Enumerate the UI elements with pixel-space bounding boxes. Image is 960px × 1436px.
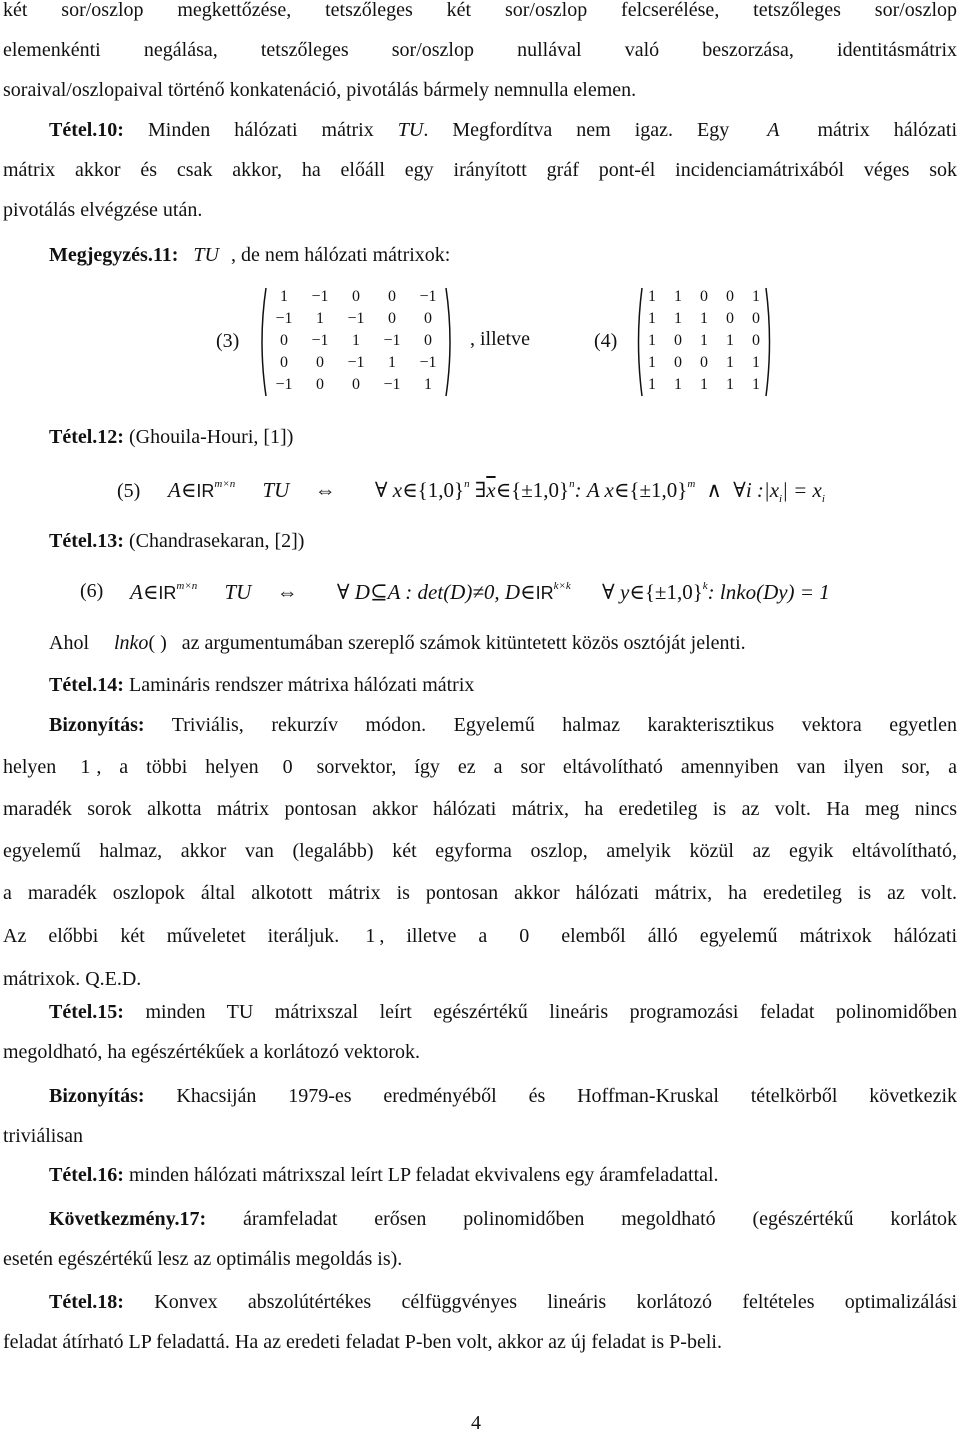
theorem-label: Tétel.10:: [49, 119, 124, 141]
math-symbol: 0: [282, 756, 293, 778]
matrix-cell: 1: [700, 332, 708, 349]
text: (Chandrasekaran, [2]): [123, 530, 305, 552]
matrix-cell: −1: [419, 354, 437, 371]
matrix-cell: 1: [674, 310, 682, 327]
text-line: soraival/oszlopaival történő konkatenáció, pivotálás bármely nemnulla elemen.: [3, 79, 637, 101]
theorem-label: Tétel.13:: [49, 530, 124, 552]
math-symbol: ∈: [520, 580, 536, 604]
matrix-cell: 0: [726, 310, 734, 327]
matrix-cell: −1: [275, 376, 293, 393]
matrix-cell: 1: [648, 354, 656, 371]
matrix-cell: 0: [752, 332, 760, 349]
math-symbol: A : det: [387, 580, 444, 604]
matrix-cell: 1: [316, 310, 324, 327]
text: minden hálózati mátrixszal leírt LP feladat ekvivalens egy áramfeladattal.: [123, 1164, 719, 1186]
text-line: maradék sorok alkotta mátrix pontosan akkor hálózati mátrix, ha eredetileg is az volt. Ha meg nincs: [3, 798, 957, 820]
matrix-cell: 1: [752, 376, 760, 393]
math-symbol: x: [392, 478, 403, 502]
illetve-text: , illetve: [470, 328, 530, 350]
math-symbol: ∈: [180, 478, 197, 502]
matrix-cell: 1: [648, 376, 656, 393]
math-symbol: (D)≠0,: [443, 580, 500, 604]
math-symbol: :: [574, 478, 582, 502]
matrix-cell: 0: [674, 354, 682, 371]
math-symbol: i :: [745, 478, 764, 502]
page-number: 4: [471, 1412, 481, 1434]
math-symbol: D: [354, 580, 370, 604]
matrix-cell: 0: [674, 332, 682, 349]
math-a: A: [767, 119, 780, 141]
and-icon: ∧: [706, 478, 722, 502]
matrix-cell: 0: [280, 354, 288, 371]
math-set: {±1,0}: [511, 478, 570, 502]
math-symbol: A: [130, 580, 143, 604]
proof-15: [3, 1076, 957, 1156]
text: az argumentumában szereplő számok kitüntetett közös osztóját jelenti.: [181, 632, 746, 654]
text: (Ghouila-Houri, [1]): [123, 426, 294, 448]
equation-number: (6): [80, 580, 104, 602]
subset-icon: ⊆: [369, 580, 388, 604]
remark-11: [49, 240, 450, 270]
matrix-cell: 1: [388, 354, 396, 371]
intro-paragraph: [3, 0, 957, 110]
corollary-label: Következmény.17:: [49, 1208, 207, 1230]
math-symbol: TU: [262, 478, 290, 502]
math-symbol: ∈: [629, 580, 645, 604]
text: . Megfordítva nem igaz. Egy: [423, 119, 754, 141]
text-line: pivotálás elvégzése után.: [3, 199, 203, 221]
text: Konvex abszolútértékes célfüggvényes lineáris korlátozó feltételes optimalizálási: [123, 1291, 957, 1313]
text-line: mátrixok. Q.E.D.: [3, 968, 142, 990]
exists-icon: ∃: [474, 478, 487, 502]
math-symbol: |x: [763, 478, 780, 502]
matrix-cell: 1: [424, 376, 432, 393]
math-symbol: (Dy) = 1: [756, 580, 830, 604]
remark-label: Megjegyzés.11:: [49, 244, 179, 266]
math-superscript: m: [687, 478, 696, 490]
math-subscript: i: [779, 493, 783, 505]
text: sorvektor, így ez a sor eltávolítható amennyiben van ilyen sor, a: [298, 756, 957, 778]
matrix-cell: 0: [700, 354, 708, 371]
matrix-3: [256, 284, 456, 400]
matrix-cell: 1: [726, 376, 734, 393]
text: minden TU mátrixszal leírt egészértékű lineáris programozási feladat polinomidőben: [123, 1001, 957, 1023]
text-line: egyelemű halmaz, akkor van (legalább) két egyforma oszlop, amelyik közül az egyik eltávolítható,: [3, 840, 957, 862]
math-symbol: A x: [586, 478, 614, 502]
matrix-cell: 1: [674, 288, 682, 305]
matrix-cell: 1: [648, 310, 656, 327]
matrix-cell: 0: [388, 288, 396, 305]
iff-icon: ⇔: [276, 580, 298, 604]
math-symbol: ∈: [402, 478, 418, 502]
matrix-cell: −1: [383, 332, 401, 349]
math-symbol: A: [168, 478, 181, 502]
matrix-cell: −1: [311, 332, 329, 349]
matrix-cell: 1: [726, 332, 734, 349]
matrix-cell: −1: [419, 288, 437, 305]
forall-icon: ∀: [602, 580, 615, 604]
matrix-cell: 1: [280, 288, 288, 305]
matrix-cell: 0: [424, 310, 432, 327]
text: áramfeladat erősen polinomidőben megoldható (egészértékű korlátok: [206, 1208, 957, 1230]
text: Minden hálózati mátrix: [123, 119, 398, 141]
math-symbol: TU: [224, 580, 252, 604]
math-symbol: y: [619, 580, 630, 604]
matrix-cell: 0: [316, 376, 324, 393]
text: Khacsiján 1979-es eredményéből és Hoffman-Kruskal tételkörből következik: [144, 1085, 957, 1107]
proof-label: Bizonyítás:: [49, 714, 145, 736]
theorem-label: Tétel.12:: [49, 426, 124, 448]
forall-icon: ∀: [374, 478, 388, 502]
forall-icon: ∀: [733, 478, 746, 502]
equation-number: (3): [216, 330, 240, 352]
theorem-14: [49, 674, 474, 697]
text: , illetve a: [379, 925, 510, 947]
math-symbol: $\overline{x}$: [486, 478, 496, 502]
matrix-cell: −1: [347, 354, 365, 371]
math-symbol: 0: [519, 925, 530, 947]
math-symbol: 1: [365, 925, 376, 947]
theorem-18: [3, 1282, 957, 1362]
math-superscript: n: [569, 478, 575, 490]
text: mátrix hálózati: [793, 119, 957, 141]
math-superscript: m×n: [176, 580, 198, 592]
theorem-15: [3, 992, 957, 1072]
text-line: két sor/oszlop megkettőzése, tetszőleges két sor/oszlop felcserélése, tetszőleges sor/oszlop: [3, 0, 957, 21]
matrix-cell: 0: [388, 310, 396, 327]
math-symbol: IR: [158, 583, 177, 603]
matrix-cell: 1: [726, 354, 734, 371]
math-symbol: ∈: [142, 580, 159, 604]
math-symbol: : lnko: [707, 580, 757, 604]
theorem-label: Tétel.16:: [49, 1164, 124, 1186]
math-superscript: n: [464, 478, 470, 490]
math-tu: TU: [193, 244, 219, 266]
theorem-label: Tétel.15:: [49, 1001, 124, 1023]
math-symbol: IR: [535, 583, 554, 603]
math-symbol: IR: [196, 481, 215, 501]
equation-6: [130, 580, 830, 605]
forall-icon: ∀: [336, 580, 350, 604]
theorem-16: [49, 1164, 719, 1187]
theorem-label: Tétel.18:: [49, 1291, 124, 1313]
theorem-13: [49, 530, 304, 553]
math-symbol: lnko: [114, 632, 149, 654]
matrix-cell: 0: [280, 332, 288, 349]
matrix-cell: 1: [752, 288, 760, 305]
proof-label: Bizonyítás:: [49, 1085, 145, 1107]
text-line: triviálisan: [3, 1125, 83, 1147]
theorem-12: [49, 426, 293, 449]
text: elemből álló egyelemű mátrixok hálózati: [539, 925, 958, 947]
matrix-cell: 0: [726, 288, 734, 305]
math-subscript: i: [821, 493, 825, 505]
math-symbol: ∈: [613, 478, 630, 502]
theorem-10: [3, 110, 957, 230]
matrix-cell: 1: [648, 332, 656, 349]
text: , de nem hálózati mátrixok:: [230, 244, 451, 266]
matrix-cell: −1: [275, 310, 293, 327]
math-symbol: | = x: [782, 478, 822, 502]
math-superscript: k×k: [553, 580, 571, 592]
math-set: {1,0}: [417, 478, 465, 502]
math-symbol: ∈: [495, 478, 512, 502]
math-set: {±1,0}: [644, 580, 703, 604]
matrix-cell: 0: [352, 288, 360, 305]
matrix-cell: 1: [674, 376, 682, 393]
theorem-label: Tétel.14:: [49, 674, 124, 696]
text-line: a maradék oszlopok által alkotott mátrix is pontosan akkor hálózati mátrix, ha eredetileg is az volt.: [3, 882, 957, 904]
equation-number: (5): [117, 480, 141, 502]
math-superscript: k: [702, 580, 708, 592]
text: Az előbbi két műveletet iteráljuk.: [3, 925, 362, 947]
matrix-cell: −1: [347, 310, 365, 327]
text: Lamináris rendszer mátrixa hálózati mátrix: [123, 674, 475, 696]
ahol-line: [49, 632, 746, 655]
text-line: feladat átírható LP feladattá. Ha az eredeti feladat P-ben volt, akkor az új feladat is P-beli.: [3, 1331, 722, 1353]
text: Triviális, rekurzív módon. Egyelemű halmaz karakterisztikus vektora egyetlen: [144, 714, 957, 736]
text-line: megoldható, ha egészértékűek a korlátozó vektorok.: [3, 1041, 421, 1063]
matrix-cell: 0: [316, 354, 324, 371]
matrix-cell: 1: [700, 376, 708, 393]
text: Ahol: [49, 632, 89, 654]
math-tu: TU: [397, 119, 424, 141]
corollary-17: [3, 1199, 957, 1279]
equation-5: [168, 478, 825, 505]
math-symbol: ( ): [148, 632, 167, 654]
matrix-cell: −1: [383, 376, 401, 393]
equation-number: (4): [594, 330, 618, 352]
matrix-cell: 1: [700, 310, 708, 327]
matrix-cell: −1: [311, 288, 329, 305]
math-symbol: 1: [80, 756, 91, 778]
text-line: elemenkénti negálása, tetszőleges sor/oszlop nullával való beszorzása, identitásmátrix: [3, 39, 957, 61]
matrix-cell: 0: [700, 288, 708, 305]
math-superscript: m×n: [214, 478, 236, 490]
matrix-cell: 0: [424, 332, 432, 349]
math-symbol: D: [504, 580, 521, 604]
proof-14: [3, 705, 957, 999]
math-set: {±1,0}: [629, 478, 688, 502]
matrix-4: [634, 284, 774, 400]
text-line: mátrix akkor és csak akkor, ha előáll egy irányított gráf pont-él incidenciamátrixából véges sok: [3, 159, 957, 181]
matrix-cell: 1: [752, 354, 760, 371]
matrix-cell: 1: [648, 288, 656, 305]
text: helyen: [3, 756, 75, 778]
matrix-cell: 0: [752, 310, 760, 327]
matrix-cell: 0: [352, 376, 360, 393]
matrix-cell: 1: [352, 332, 360, 349]
text: , a többi helyen: [96, 756, 277, 778]
iff-icon: ⇔: [314, 478, 336, 502]
text-line: esetén egészértékű lesz az optimális megoldás is).: [3, 1248, 403, 1270]
